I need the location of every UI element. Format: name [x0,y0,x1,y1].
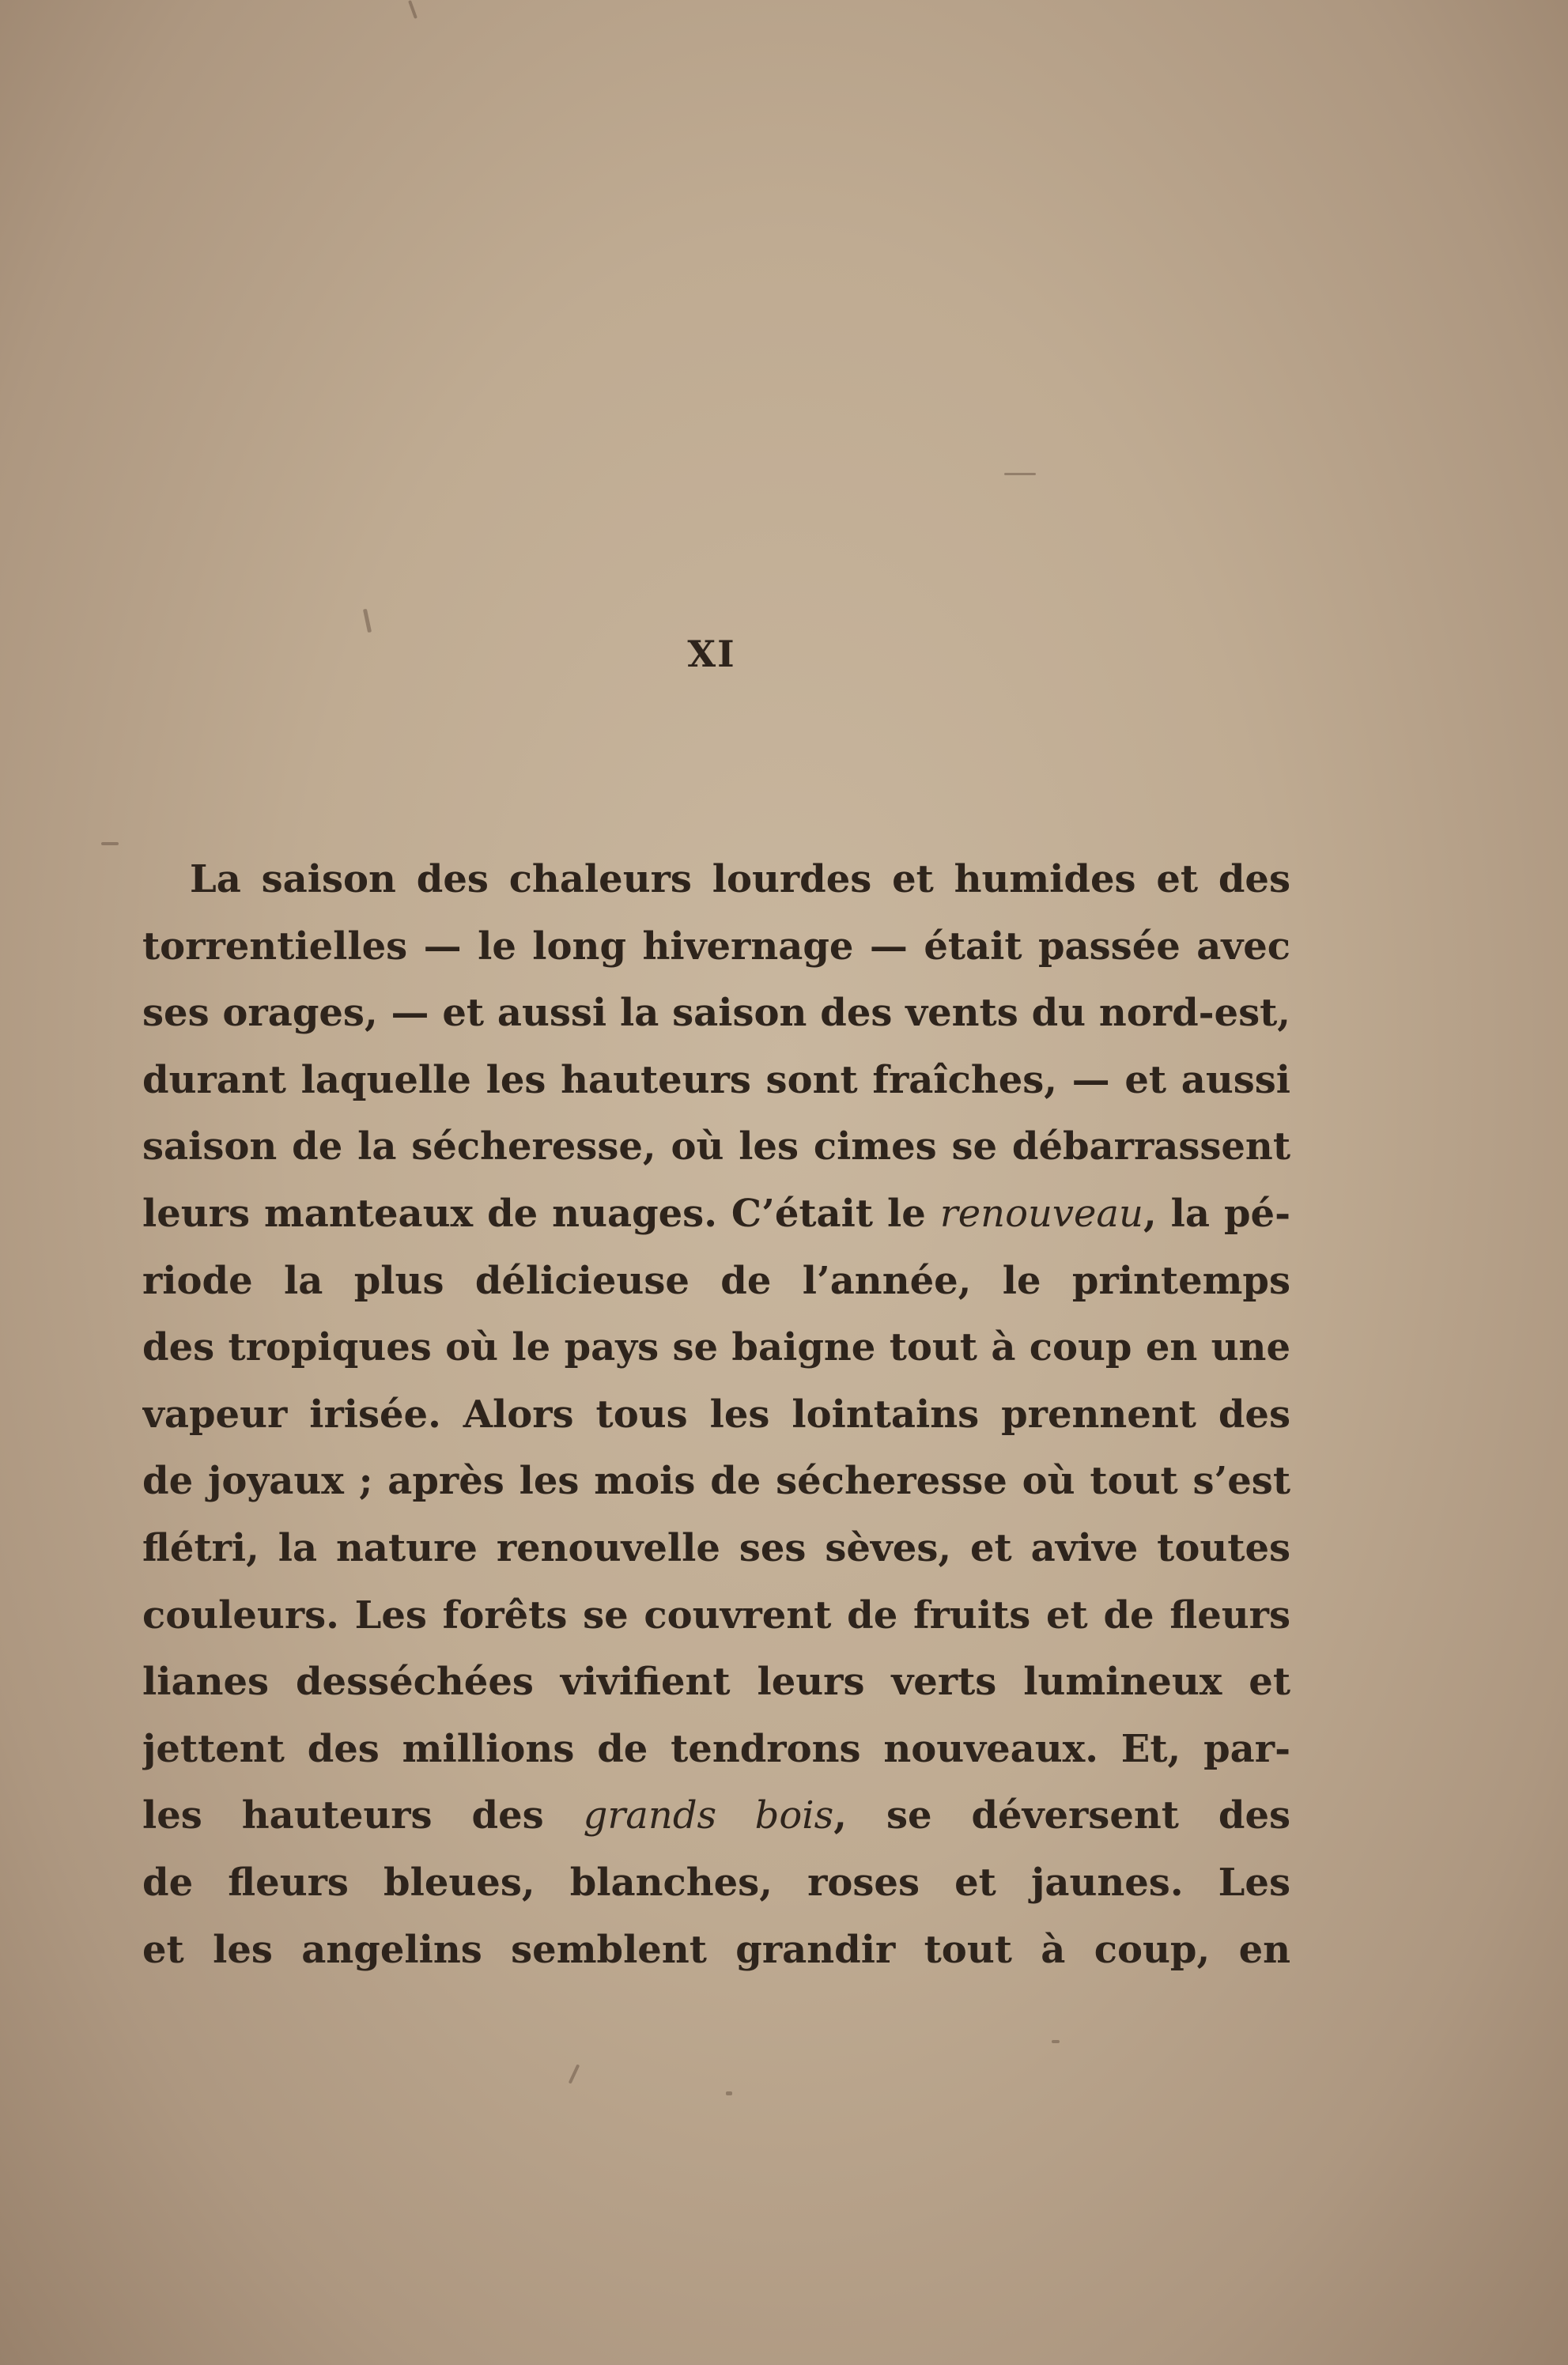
text-segment: La saison des chaleurs lourdes et humides et des [190,857,1290,901]
text-line [142,1314,1290,1381]
text-line [142,1849,1290,1917]
text-segment: vapeur irisée. Alors tous les lointains prennent des [142,1392,1290,1437]
text-line [142,1448,1290,1515]
text-segment: de joyaux ; après les mois de sécheresse où tout s’est [142,1459,1290,1504]
text-line [142,913,1290,980]
paper-speck [363,609,372,633]
text-line [142,1113,1290,1181]
paper-speck [569,2064,580,2084]
text-line [142,1582,1290,1649]
text-line [142,1515,1290,1582]
text-line [142,1782,1290,1849]
text-line [142,1181,1290,1248]
text-segment: durant laquelle les hauteurs sont fraîches, — et aussi [142,1057,1290,1102]
paper-speck [1004,473,1036,475]
text-line [142,1649,1290,1716]
text-line [142,846,1290,913]
text-segment: de fleurs bleues, blanches, roses et jaunes. Les [142,1860,1290,1905]
text-segment: jettent des millions de tendrons nouveaux. Et, par- [142,1726,1290,1771]
text-segment: et les angelins semblent grandir tout à coup, en [142,1927,1290,1972]
text-segment: couleurs. Les forêts se couvrent de fruits et de fleurs [142,1592,1290,1638]
chapter-paragraph [142,846,1290,1983]
italic-term: renouveau [939,1191,1143,1236]
text-segment: leurs manteaux de nuages. C’était le [142,1191,940,1236]
text-segment: torrentielles — le long hivernage — était passée avec [142,924,1290,969]
text-line [142,1716,1290,1783]
text-line [142,1917,1290,1984]
text-segment: flétri, la nature renouvelle ses sèves, et avive toutes [142,1525,1290,1570]
text-segment: lianes desséchées vivifient leurs verts lumineux et [142,1660,1290,1705]
chapter-number: XI [687,633,736,675]
paper-speck [1052,2040,1060,2043]
text-segment: , la pé- [1143,1191,1290,1236]
paper-speck [726,2091,732,2095]
paper-speck [101,842,119,845]
text-segment: , se déversent des [833,1793,1290,1838]
text-segment: riode la plus délicieuse de l’année, le printemps [142,1258,1290,1303]
text-segment: saison de la sécheresse, où les cimes se débarrassent [142,1124,1290,1169]
text-segment: les hauteurs des [142,1793,584,1838]
text-segment: des tropiques où le pays se baigne tout à coup en une [142,1325,1290,1370]
text-line [142,1047,1290,1114]
text-segment: ses orages, — et aussi la saison des vents du nord-est, [142,991,1290,1036]
paper-speck [408,0,418,19]
italic-term: grands bois [583,1793,834,1838]
text-line [142,980,1290,1047]
text-line [142,1248,1290,1315]
text-line [142,1381,1290,1449]
